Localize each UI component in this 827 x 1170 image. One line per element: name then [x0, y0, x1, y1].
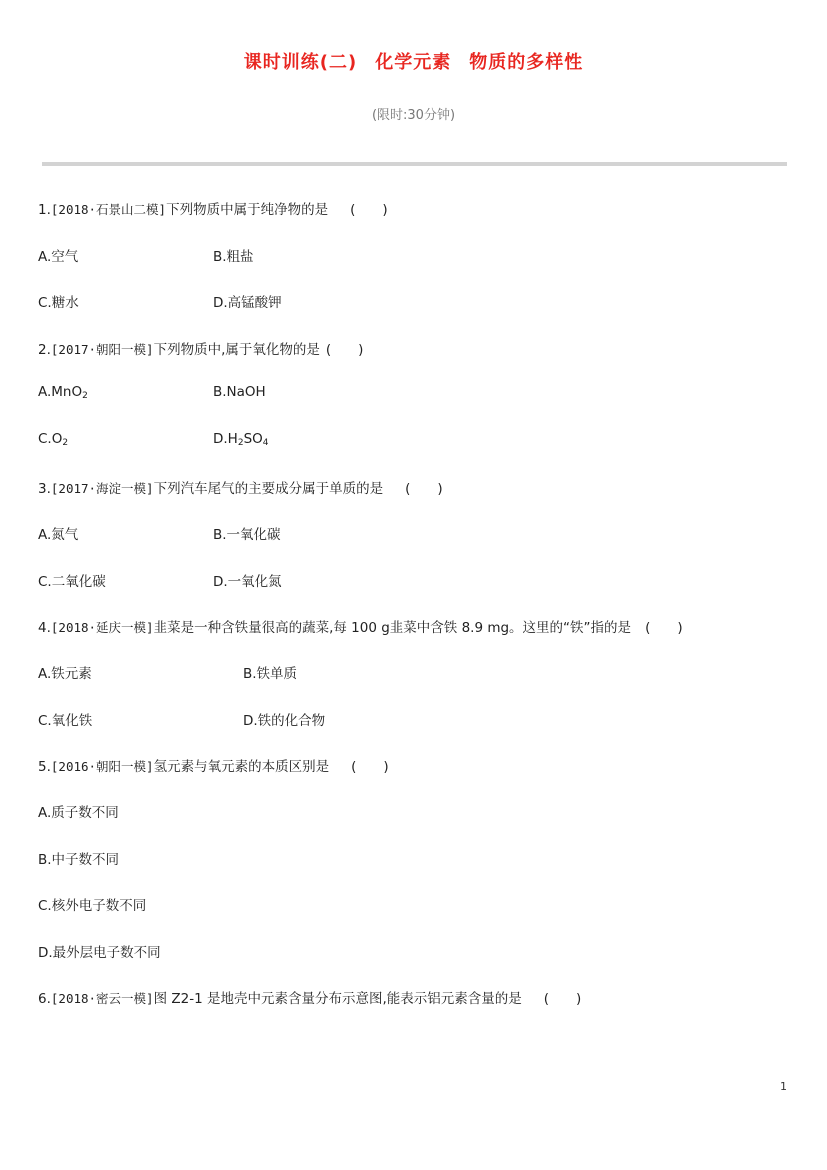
- time-limit: (限时:30分钟): [371, 108, 456, 123]
- option-a: A.氮气: [38, 527, 79, 543]
- question-number: 4.: [38, 620, 51, 636]
- option-b: B.NaOH: [213, 384, 266, 400]
- answer-blank: ( ): [543, 991, 582, 1007]
- option-c: C.糖水: [38, 295, 79, 311]
- answer-blank: ( ): [405, 481, 443, 497]
- option-a: A.MnO$_2$: [38, 384, 88, 401]
- question-6: [38, 987, 581, 1007]
- answer-blank: ( ): [350, 202, 388, 218]
- option-a: A.质子数不同: [38, 805, 119, 821]
- question-source: [2018·延庆一模]: [50, 620, 154, 635]
- option-d: D.一氧化氮: [213, 574, 282, 590]
- question-number: 2.: [38, 342, 51, 358]
- question-number: 6.: [38, 991, 51, 1007]
- option-b: B.中子数不同: [38, 852, 120, 868]
- option-d: $D.H_2SO_4$: [213, 431, 269, 448]
- question-stem: 下列汽车尾气的主要成分属于单质的是: [153, 481, 384, 497]
- question-stem: 图 Z2-1 是地壳中元素含量分布示意图,能表示铝元素含量的是: [153, 991, 522, 1007]
- answer-blank: ( ): [351, 759, 389, 775]
- option-c: C.氧化铁: [38, 713, 93, 729]
- option-c: $C.O_2$: [38, 431, 69, 448]
- title-part-2: 化学元素: [375, 52, 452, 73]
- question-stem: 韭菜是一种含铁量很高的蔬菜,每 100 g韭菜中含铁 8.9 mg。这里的“铁”指的是: [153, 620, 632, 636]
- question-number: 3.: [38, 481, 51, 497]
- question-2: [38, 338, 363, 358]
- option-d: D.最外层电子数不同: [38, 945, 161, 961]
- question-source: [2018·石景山二模]: [50, 202, 167, 217]
- option-d: D.高锰酸钾: [213, 295, 282, 311]
- answer-blank: ( ): [325, 342, 364, 358]
- question-source: [2017·海淀一模]: [50, 481, 154, 496]
- option-b: B.一氧化碳: [213, 527, 281, 543]
- question-source: [2018·密云一模]: [50, 991, 154, 1006]
- question-4: [38, 616, 683, 636]
- question-number: 1.: [38, 202, 51, 218]
- header-divider: [42, 162, 787, 166]
- title-part-3: 物质的多样性: [469, 52, 584, 73]
- title-part-1: 课时训练(二): [243, 52, 358, 73]
- question-stem: 氢元素与氧元素的本质区别是: [153, 759, 330, 775]
- question-3: [38, 477, 443, 497]
- option-c: C.核外电子数不同: [38, 898, 147, 914]
- option-a: A.空气: [38, 249, 79, 265]
- question-stem: 下列物质中,属于氧化物的是: [153, 342, 320, 358]
- question-source: [2016·朝阳一模]: [50, 759, 154, 774]
- option-a: A.铁元素: [38, 666, 92, 682]
- question-source: [2017·朝阳一模]: [50, 342, 154, 357]
- question-5: [38, 755, 389, 775]
- option-b: B.粗盐: [213, 249, 254, 265]
- question-number: 5.: [38, 759, 51, 775]
- question-stem: 下列物质中属于纯净物的是: [166, 202, 329, 218]
- option-b: B.铁单质: [243, 666, 298, 682]
- page-title: [0, 48, 827, 74]
- question-1: [38, 198, 388, 218]
- page-number: 1: [780, 1080, 787, 1093]
- option-c: C.二氧化碳: [38, 574, 106, 590]
- answer-blank: ( ): [645, 620, 683, 636]
- option-d: D.铁的化合物: [243, 713, 326, 729]
